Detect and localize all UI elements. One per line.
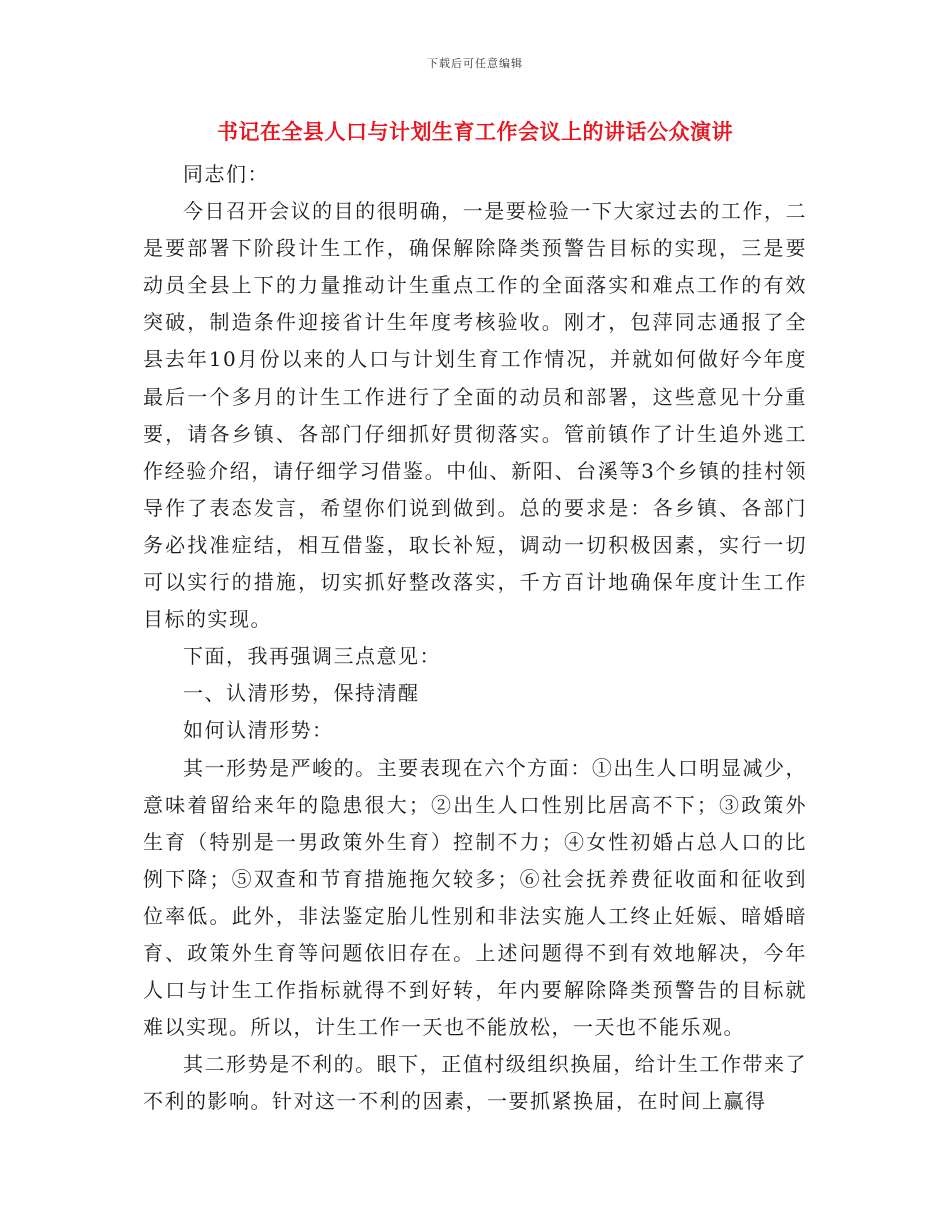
document-title: 书记在全县人口与计划生育工作会议上的讲话公众演讲 [217, 119, 733, 144]
body-paragraph: 如何认清形势： [183, 718, 334, 743]
body-paragraph: 其一形势是严峻的。主要表现在六个方面：①出生人口明显减少，意味着留给来年的隐患很大；②出生人口性别比居高不下；③政策外生育（特别是一男政策外生育）控制不力；④女性初婚占总人口的比例下降；⑤双查和节育措施拖欠较多；⑥社会抚养费征收面和征收到位率低。此外，非法鉴定胎儿性别和非法实施人工终止妊娠、暗婚暗育、政策外生育等问题依旧存在。上述问题得不到有效地解决，今年人口与计生工作指标就得不到好转，年内要解除降类预警告的目标就难以实现。所以，计生工作一天也不能放松，一天也不能乐观。 [143, 755, 807, 1040]
salutation-paragraph: 同志们： [183, 162, 269, 186]
body-paragraph: 下面，我再强调三点意见： [183, 644, 441, 669]
body-paragraph: 今日召开会议的目的很明确，一是要检验一下大家过去的工作，二是要部署下阶段计生工作，确保解除降类预警告目标的实现，三是要动员全县上下的力量推动计生重点工作的全面落实和难点工作的有效突破，制造条件迎接省计生年度考核验收。刚才，包萍同志通报了全县去年10月份以来的人口与计划生育工作情况，并就如何做好今年度最后一个多月的计生工作进行了全面的动员和部署，这些意见十分重要，请各乡镇、各部门仔细抓好贯彻落实。管前镇作了计生追外逃工作经验介绍，请仔细学习借鉴。中仙、新阳、台溪等3个乡镇的挂村领导作了表态发言，希望你们说到做到。总的要求是：各乡镇、各部门务必找准症结，相互借鉴，取长补短，调动一切积极因素，实行一切可以实行的措施，切实抓好整改落实，千方百计地确保年度计生工作目标的实现。 [143, 199, 807, 632]
body-paragraph: 其二形势是不利的。眼下，正值村级组织换届，给计生工作带来了不利的影响。针对这一不利的因素，一要抓紧换届，在时间上赢得 [143, 1052, 807, 1114]
section-heading: 一、认清形势，保持清醒 [183, 681, 420, 706]
document-body [143, 156, 807, 1120]
page-header-note: 下载后可任意编辑 [427, 57, 523, 70]
